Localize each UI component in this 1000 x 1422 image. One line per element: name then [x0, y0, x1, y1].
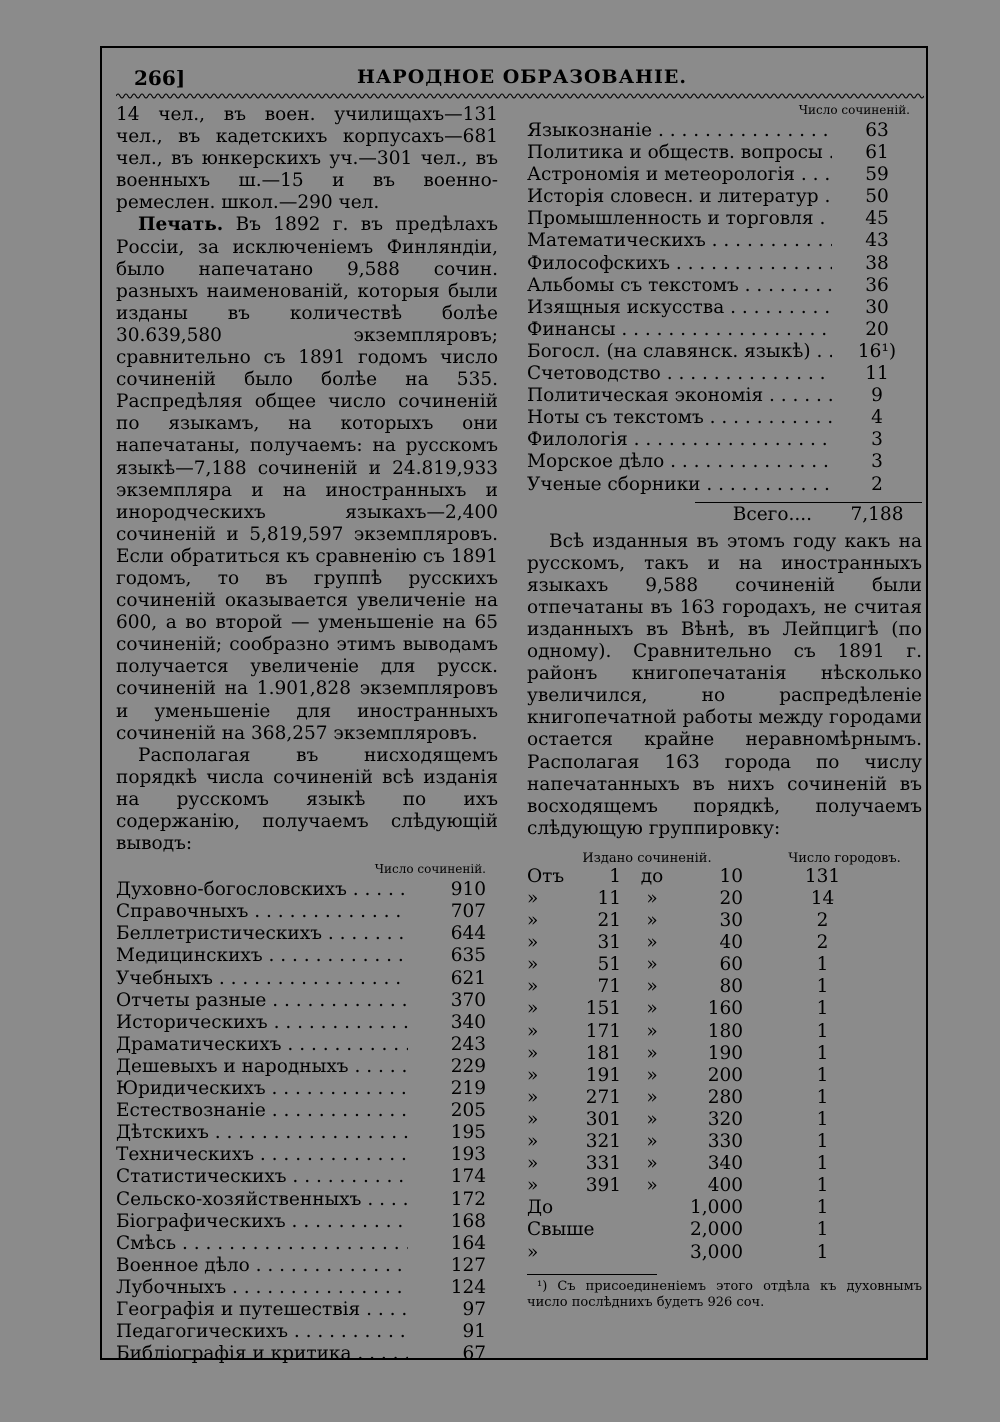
table-row: Военное дѣло . . . 127	[116, 1255, 498, 1277]
table-row: Отчеты разные . . . 370	[116, 990, 498, 1012]
table-row: Исторія словесн. и литератур . . . 50	[527, 186, 922, 208]
table-row: » 181 » 190 1	[527, 1042, 829, 1064]
group-table	[527, 866, 922, 1264]
table-row: » 3,000 1	[527, 1241, 829, 1263]
paragraph-military-schools: 14 чел., въ воен. училищахъ—131 чел., въ кадетскихъ корпусахъ—681 чел., въ юнкерскихъ уч.—301 чел., въ военныхъ ш.—15 и въ военно-ремеслен. школ.—290 чел.	[116, 104, 498, 214]
group-header-left: Издано сочиненій.	[582, 850, 712, 866]
table-row: Драматическихъ . . . 243	[116, 1034, 498, 1056]
table-row: Духовно-богословскихъ . . . 910	[116, 879, 498, 901]
paragraph-lead: Печать.	[138, 214, 224, 236]
table-row: Сельско-хозяйственныхъ . . . 172	[116, 1189, 498, 1211]
table-row: Техническихъ . . . 193	[116, 1144, 498, 1166]
table-row: Альбомы съ текстомъ . . . 36	[527, 275, 922, 297]
table-column-header: Число сочиненій.	[798, 103, 910, 117]
header-rule	[116, 92, 924, 100]
table-row: Медицинскихъ . . . 635	[116, 945, 498, 967]
table-row: Богосл. (на славянск. языкѣ) . . . 16¹)	[527, 341, 922, 363]
table-row: Дешевыхъ и народныхъ . . . 229	[116, 1056, 498, 1078]
table-column-header: Число сочиненій.	[374, 862, 486, 877]
page-frame	[100, 46, 928, 1365]
table-row: » 321 » 330 1	[527, 1131, 829, 1153]
table-row: Отъ 1 до 10 131	[527, 865, 841, 887]
table-row: » 271 » 280 1	[527, 1086, 829, 1108]
group-table-header	[527, 848, 922, 866]
table-row: » 51 » 60 1	[527, 954, 829, 976]
table-row: Естествознаніе . . . 205	[116, 1100, 498, 1122]
subject-table-right	[527, 120, 922, 496]
group-header-right: Число городовъ.	[788, 850, 901, 866]
table-row: » 171 » 180 1	[527, 1020, 829, 1042]
table-row: Промышленность и торговля . . . 45	[527, 208, 922, 230]
table-row: Дѣтскихъ . . . 195	[116, 1122, 498, 1144]
table-row: » 191 » 200 1	[527, 1064, 829, 1086]
right-column	[527, 104, 922, 1311]
table-row: » 71 » 80 1	[527, 976, 829, 998]
table-row: Справочныхъ . . . 707	[116, 901, 498, 923]
paragraph-intro-table: Располагая въ нисходящемъ порядкѣ числа сочиненій всѣ изданія на русскомъ языкѣ по ихъ содержанію, получаемъ слѣдующій выводъ:	[116, 744, 498, 855]
table-row: Финансы . . . 20	[527, 319, 922, 341]
table-row: Смѣсь . . . 164	[116, 1233, 498, 1255]
table-row: Библіографія и критика . . . 67	[116, 1343, 498, 1365]
table-row: Языкознаніе . . . 63	[527, 120, 922, 142]
table-row: Филологія . . . 3	[527, 429, 922, 451]
table-row: » 391 » 400 1	[527, 1175, 829, 1197]
table-row: Математическихъ . . . 43	[527, 230, 922, 252]
total-value: 7,188	[850, 503, 904, 525]
table-row: Юридическихъ . . . 219	[116, 1078, 498, 1100]
table-row: Свыше 2,000 1	[527, 1219, 829, 1241]
table-row: Морское дѣло . . . 3	[527, 451, 922, 473]
footnote: ¹) Съ присоединеніемъ этого отдѣла къ духовнымъ число послѣднихъ будетъ 926 соч.	[527, 1278, 922, 1310]
table-row: Астрономія и метеорологія . . . 59	[527, 164, 922, 186]
running-title: НАРОДНОЕ ОБРАЗОВАНІЕ.	[356, 66, 688, 88]
table-row: Политическая экономія . . . 9	[527, 385, 922, 407]
footnote-rule	[527, 1274, 657, 1275]
subject-table-left	[116, 879, 498, 1365]
table-row: Учебныхъ . . . 621	[116, 968, 498, 990]
table-row: Ноты съ текстомъ . . . 4	[527, 407, 922, 429]
table-row: Изящныя искусства . . . 30	[527, 297, 922, 319]
table-row: » 331 » 340 1	[527, 1153, 829, 1175]
table-row: » 11 » 20 14	[527, 888, 835, 909]
table-row: Географія и путешествія . . . 97	[116, 1299, 498, 1321]
paragraph-print-text: Въ 1892 г. въ предѣлахъ Россіи, за исключеніемъ Финляндіи, было напечатано 9,588 сочин. разныхъ наименованій, которыя были изданы въ количествѣ болѣе 30.639,580 экземпляровъ; сравнительно съ 1891 годомъ число сочиненій было болѣе на 535. Распредѣляя общее число сочиненій по языкамъ, на которыхъ они напечатаны, получаемъ: на русскомъ языкѣ—7,188 сочиненій и 24.819,933 экземпляра и на иностранныхъ и инородческихъ языкахъ—2,400 сочиненій и 5,819,597 экземпляровъ. Если обратиться къ сравненію съ 1891 годомъ, то въ группѣ русскихъ сочиненій оказывается увеличеніе на 600, а во второй — уменьшеніе на 65 сочиненій; сообразно этимъ выводамъ получается увеличеніе для русск. сочиненій на 1.901,828 экземпляровъ и уменьшеніе для иностранныхъ сочиненій на 368,257 экземпляровъ.	[116, 214, 498, 744]
table-row: Философскихъ . . . 38	[527, 253, 922, 275]
paragraph-cities: Всѣ изданныя въ этомъ году какъ на русскомъ, такъ и на иностранныхъ языкахъ 9,588 сочиненій были отпечатаны въ 163 городахъ, не считая изданныхъ въ Вѣнѣ, въ Лейпцигѣ (по одному). Сравнительно съ 1891 г. районъ книгопечатанія нѣсколько увеличился, но распредѣленіе книгопечатной работы между городами остается крайне неравномѣрнымъ. Располагая 163 города по числу напечатанныхъ въ нихъ сочиненій въ восходящемъ порядкѣ, получаемъ слѣдующую группировку:	[527, 530, 922, 839]
page-number: 266]	[134, 66, 186, 90]
table-row: Политика и обществ. вопросы . . . 61	[527, 142, 922, 164]
table-row: Статистическихъ . . . 174	[116, 1166, 498, 1188]
table-row: Счетоводство . . . 11	[527, 363, 922, 385]
left-column	[116, 104, 498, 1365]
total-label: Всего....	[732, 503, 812, 525]
paragraph-print	[116, 214, 498, 744]
table-row: Беллетристическихъ . . . 644	[116, 923, 498, 945]
table-row: Педагогическихъ . . . 91	[116, 1321, 498, 1343]
table-row: Ученые сборники . . . 2	[527, 474, 922, 496]
table-row: Историческихъ . . . 340	[116, 1012, 498, 1034]
table-row: » 301 » 320 1	[527, 1108, 829, 1130]
table-row: » 31 » 40 2	[527, 932, 829, 954]
total-row	[527, 503, 922, 527]
table-row: До 1,000 1	[527, 1197, 829, 1219]
table-row: » 151 » 160 1	[527, 998, 829, 1020]
table-row: Лубочныхъ . . . 124	[116, 1277, 498, 1299]
table-row: » 21 » 30 2	[527, 910, 829, 932]
table-row: Біографическихъ . . . 168	[116, 1211, 498, 1233]
running-header	[118, 62, 926, 90]
